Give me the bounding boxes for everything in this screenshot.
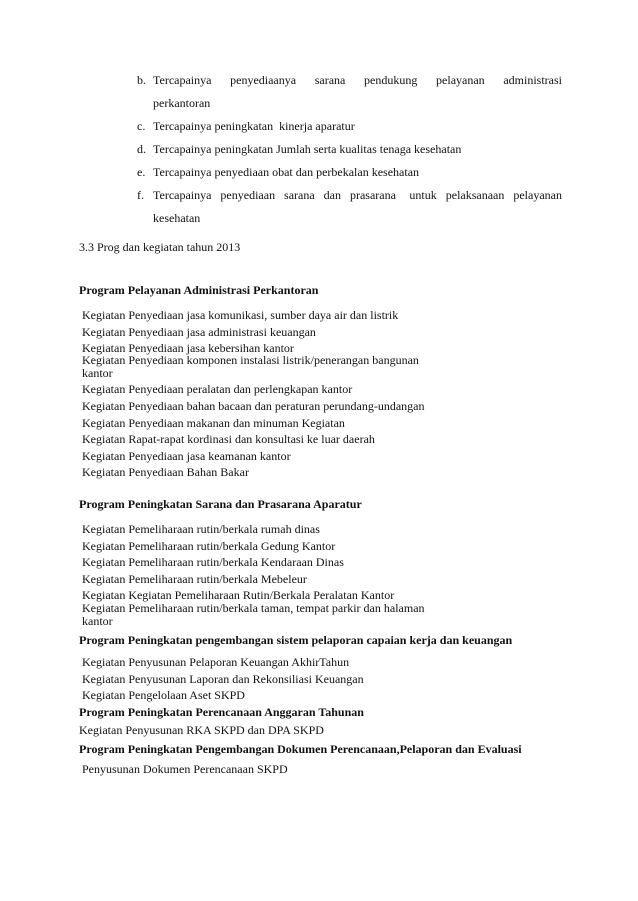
- activity-item: Kegiatan Penyediaan komponen instalasi listrik/penerangan bangunan: [82, 353, 419, 367]
- goal-item-d: [137, 138, 562, 161]
- activity-item: Kegiatan Penyusunan Laporan dan Rekonsiliasi Keuangan: [82, 672, 364, 686]
- activity-item: Kegiatan Penyediaan peralatan dan perlengkapan kantor: [82, 382, 353, 396]
- goal-item-e: [137, 161, 562, 184]
- goal-item-f: [137, 184, 562, 230]
- program-title: Program Peningkatan Sarana dan Prasarana Aparatur: [79, 497, 362, 511]
- activity-item: Kegiatan Penyediaan jasa kebersihan kantor: [82, 341, 294, 355]
- activity-item: Kegiatan Penyediaan bahan bacaan dan peraturan perundang-undangan: [82, 399, 425, 413]
- goals-list: [137, 69, 562, 230]
- activity-item: Kegiatan Penyediaan jasa administrasi keuangan: [82, 325, 316, 339]
- goal-letter: c.: [137, 119, 146, 133]
- activity-item: Kegiatan Pemeliharaan rutin/berkala Gedung Kantor: [82, 539, 336, 553]
- goal-text: Tercapainya peningkatan Jumlah serta kualitas tenaga kesehatan: [153, 142, 462, 156]
- goal-text-continued: kesehatan: [153, 211, 201, 225]
- program-title: Program Peningkatan pengembangan sistem pelaporan capaian kerja dan keuangan: [79, 633, 513, 647]
- goal-item-c: [137, 115, 562, 138]
- section-title: 3.3 Prog dan kegiatan tahun 2013: [79, 240, 241, 254]
- goal-text: Tercapainya penyediaan obat dan perbekalan kesehatan: [153, 165, 420, 179]
- activity-item: Kegiatan Penyediaan jasa keamanan kantor: [82, 449, 291, 463]
- program-title: Program Peningkatan Perencanaan Anggaran Tahunan: [79, 705, 364, 719]
- activity-item: Kegiatan Pemeliharaan rutin/berkala Kendaraan Dinas: [82, 555, 344, 569]
- activity-item: Kegiatan Penyediaan jasa komunikasi, sumber daya air dan listrik: [82, 308, 399, 322]
- goal-letter: e.: [137, 165, 146, 179]
- activity-item: Kegiatan Kegiatan Pemeliharaan Rutin/Berkala Peralatan Kantor: [82, 588, 395, 602]
- activity-item: Kegiatan Pemeliharaan rutin/berkala Mebeleur: [82, 572, 307, 586]
- goal-text: Tercapainya penyediaan sarana dan prasarana untuk pelaksanaan pelayanan: [153, 188, 562, 202]
- activity-item: Kegiatan Penyediaan makanan dan minuman Kegiatan: [82, 416, 345, 430]
- goal-text-continued: perkantoran: [153, 96, 211, 110]
- activity-item: Kegiatan Pemeliharaan rutin/berkala rumah dinas: [82, 522, 320, 536]
- activity-item: Kegiatan Rapat-rapat kordinasi dan konsultasi ke luar daerah: [82, 432, 375, 446]
- program-title: Program Peningkatan Pengembangan Dokumen Perencanaan,Pelaporan dan Evaluasi: [79, 742, 522, 756]
- goal-text: Tercapainya penyediaanya sarana pendukung pelayanan administrasi: [153, 73, 562, 87]
- goal-text: Tercapainya peningkatan kinerja aparatur: [153, 119, 355, 133]
- activity-item-continued: kantor: [82, 614, 113, 628]
- goal-letter: b.: [137, 73, 146, 87]
- goal-letter: f.: [137, 188, 144, 202]
- activity-item: Kegiatan Penyediaan Bahan Bakar: [82, 465, 249, 479]
- activity-item: Kegiatan Penyusunan Pelaporan Keuangan AkhirTahun: [82, 655, 350, 669]
- goal-letter: d.: [137, 142, 146, 156]
- goal-item-b: [137, 69, 562, 115]
- activity-item-continued: kantor: [82, 366, 113, 380]
- activity-item: Kegiatan Penyusunan RKA SKPD dan DPA SKPD: [79, 723, 324, 737]
- activity-item: Penyusunan Dokumen Perencanaan SKPD: [82, 762, 288, 776]
- program-title: Program Pelayanan Administrasi Perkantoran: [79, 283, 319, 297]
- activity-item: Kegiatan Pemeliharaan rutin/berkala taman, tempat parkir dan halaman: [82, 601, 425, 615]
- activity-item: Kegiatan Pengelolaan Aset SKPD: [82, 688, 245, 702]
